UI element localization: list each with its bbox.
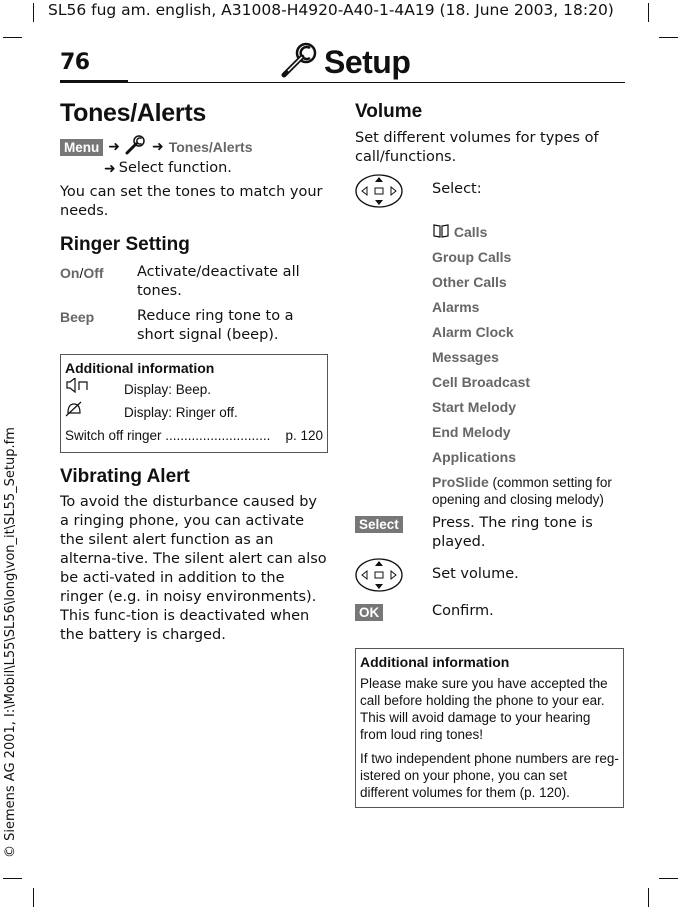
crop-mark: [659, 37, 678, 38]
right-column: [355, 100, 625, 808]
list-item[interactable]: Alarms: [432, 299, 480, 315]
switch-off-text: Switch off ringer ............................: [65, 428, 271, 443]
on-off-label: [60, 263, 137, 301]
navigation-key-icon[interactable]: [355, 174, 403, 206]
list-item[interactable]: Other Calls: [432, 274, 507, 290]
select-row: [355, 174, 625, 212]
crop-mark: [659, 878, 678, 879]
item-calls-label: Calls: [453, 224, 488, 240]
select-text: Select:: [432, 181, 482, 197]
set-volume-text: Set volume.: [432, 566, 519, 582]
vibrating-text: To avoid the disturbance caused by a ringing phone, you can activate the silent alert function as an alterna-tive. The silent alert can also be acti-vated in addition to the ringer (e.g. in noisy environments). This func-tion is deactivated when the battery is charged.: [60, 494, 327, 643]
menu-item-tones-alerts[interactable]: Tones/Alerts: [168, 139, 253, 155]
setup-wrench-icon: [280, 42, 320, 82]
page-title: Setup: [324, 43, 411, 80]
list-item[interactable]: Alarm Clock: [432, 324, 514, 340]
menu-key[interactable]: Menu: [60, 139, 103, 156]
on-off-separator: /: [79, 265, 84, 281]
list-item[interactable]: Group Calls: [432, 249, 512, 265]
info-row-switch-off: [65, 424, 323, 447]
info-box-title: Additional information: [65, 360, 215, 376]
ok-key[interactable]: OK: [355, 604, 383, 621]
volume-intro: Set different volumes for types of call/functions.: [355, 130, 599, 165]
crop-mark: [648, 3, 649, 22]
info-row-beep: [65, 378, 323, 401]
phonebook-icon: [432, 224, 454, 240]
vibrating-heading: Vibrating Alert: [60, 466, 190, 487]
ok-row: [355, 602, 625, 621]
select-key[interactable]: Select: [355, 516, 403, 533]
list-item[interactable]: [432, 220, 625, 245]
proslide-item[interactable]: [432, 474, 625, 508]
page-title-block: [280, 42, 410, 82]
ringer-off-icon: [65, 401, 124, 424]
info-row-off: [65, 401, 323, 424]
crop-mark: [3, 878, 22, 879]
select-function-text: Select function.: [118, 160, 232, 176]
list-item[interactable]: End Melody: [432, 424, 511, 440]
select-key-desc: Press. The ring tone is played.: [432, 515, 593, 550]
ringer-off-display-text: Display: Ringer off.: [124, 405, 238, 420]
arrow-icon: ➜: [151, 139, 164, 155]
beep-display-text: Display: Beep.: [124, 382, 212, 397]
crop-mark: [33, 888, 34, 907]
ringer-heading: Ringer Setting: [60, 234, 190, 255]
info-paragraph: If two independent phone numbers are reg-istered on your phone, you can set different volumes for them (p. 120).: [360, 751, 619, 800]
ringer-beep-row: [60, 307, 328, 345]
info-box-title: Additional information: [360, 654, 510, 670]
switch-off-page-ref[interactable]: p. 120: [285, 428, 323, 443]
running-head: SL56 fug am. english, A31008-H4920-A40-1-4A19 (18. June 2003, 18:20): [48, 1, 614, 19]
setup-wrench-icon: [125, 135, 147, 159]
off-option[interactable]: Off: [83, 265, 104, 281]
volume-item-list: [355, 220, 625, 508]
header-rule: [128, 82, 625, 83]
menu-path: [60, 135, 328, 159]
info-box-volume: [355, 648, 624, 808]
list-item[interactable]: Applications: [432, 449, 517, 465]
info-paragraph: Please make sure you have accepted the call before holding the phone to your ear. This will avoid damage to your hearing from loud ring tones!: [360, 676, 608, 742]
left-column: [60, 97, 328, 645]
list-item[interactable]: Start Melody: [432, 399, 517, 415]
section-title: Tones/Alerts: [60, 99, 206, 127]
select-key-row: [355, 514, 625, 552]
proslide-label: ProSlide: [432, 474, 489, 490]
list-item[interactable]: Messages: [432, 349, 499, 365]
arrow-icon: ➜: [108, 139, 120, 155]
arrow-icon: ➜: [104, 160, 116, 177]
header-rule-thick: [60, 80, 128, 83]
crop-mark: [648, 888, 649, 907]
beep-desc: Reduce ring tone to a short signal (beep).: [137, 308, 294, 343]
side-copyright: © Siemens AG 2001, I:\Mobil\L55\SL56\long\von_it\SL55_Setup.fm: [3, 427, 18, 858]
beep-icon: [65, 378, 124, 401]
on-off-desc: Activate/deactivate all tones.: [137, 264, 300, 299]
crop-mark: [33, 3, 34, 22]
select-function-line: [60, 159, 328, 178]
set-volume-row: [355, 558, 625, 596]
page-number: 76: [60, 50, 90, 75]
navigation-key-icon[interactable]: [355, 558, 403, 590]
info-box-ringer: [60, 354, 328, 453]
ringer-on-off-row: [60, 263, 328, 301]
intro-text: You can set the tones to match your needs.: [60, 184, 323, 219]
proslide-desc: (common setting for opening and closing melody): [432, 475, 612, 507]
volume-heading: Volume: [355, 101, 423, 122]
on-option[interactable]: On: [60, 265, 80, 281]
list-item[interactable]: Cell Broadcast: [432, 374, 531, 390]
confirm-text: Confirm.: [432, 603, 494, 619]
beep-option[interactable]: Beep: [60, 309, 95, 325]
crop-mark: [3, 37, 22, 38]
